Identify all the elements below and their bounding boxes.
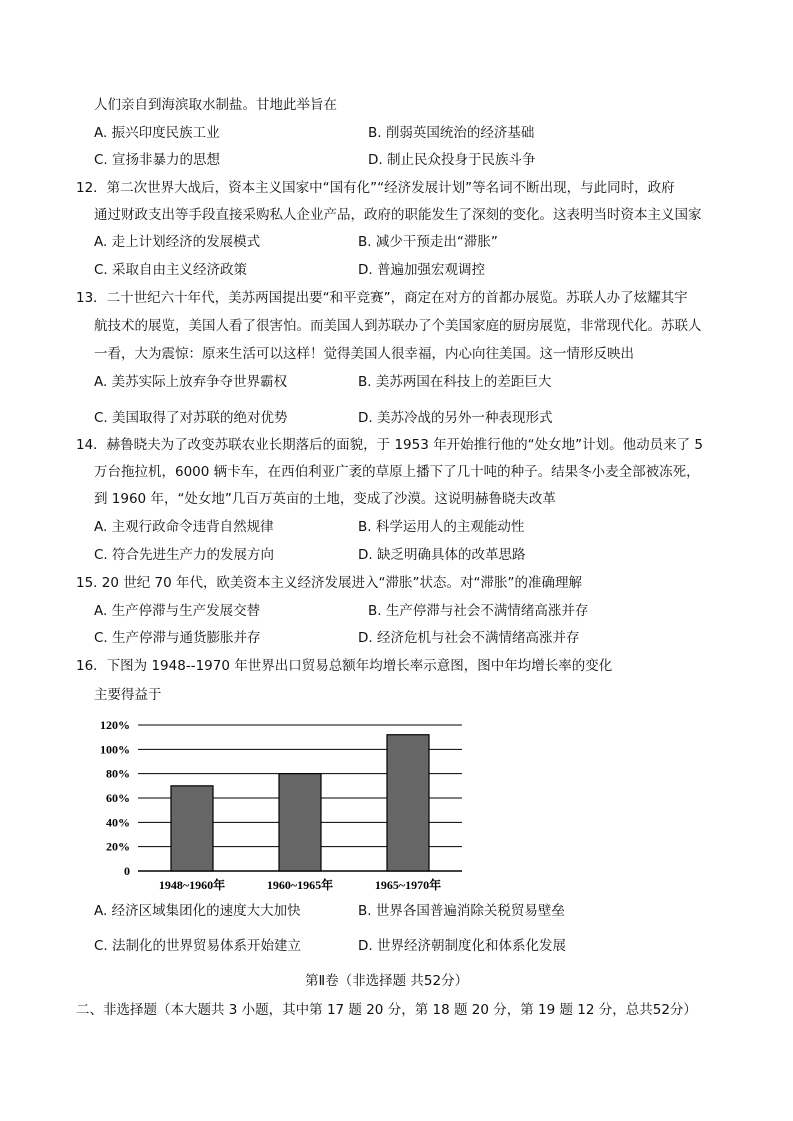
x-tick-label: 1965~1970年: [374, 878, 442, 892]
chart-x-axis: [159, 877, 441, 892]
q12-stem-line-1: 12．第二次世界大战后，资本主义国家中“国有化”“经济发展计划”等名词不断出现，与此同时，政府: [76, 180, 675, 196]
chart-y-axis: [100, 718, 130, 878]
q15-stem: 15. 20 世纪 70 年代，欧美资本主义经济发展进入“滞胀”状态。对“滞胀”的准确理解: [76, 575, 582, 591]
bar: [279, 774, 321, 871]
q12-stem-line-2: 通过财政支出等手段直接采购私人企业产品，政府的职能发生了深刻的变化。这表明当时资本主义国家: [94, 207, 702, 223]
q16-option-d[interactable]: D. 世界经济朝制度化和体系化发展: [358, 938, 566, 954]
q14-option-b[interactable]: B. 科学运用人的主观能动性: [358, 519, 525, 535]
x-tick-label: 1948~1960年: [158, 878, 226, 892]
y-tick-label: 100%: [100, 742, 130, 757]
q13-option-a[interactable]: A. 美苏实际上放弃争夺世界霸权: [94, 374, 288, 390]
q15-option-c[interactable]: C. 生产停滞与通货膨胀并存: [94, 630, 261, 646]
q14-stem-line-1: 14．赫鲁晓夫为了改变苏联农业长期落后的面貌，于 1953 年开始推行他的“处女地”计划。他动员来了 5: [76, 437, 703, 453]
q12-option-d[interactable]: D. 普遍加强宏观调控: [358, 262, 485, 278]
q16-option-c[interactable]: C. 法制化的世界贸易体系开始建立: [94, 938, 302, 954]
q16-option-a[interactable]: A. 经济区域集团化的速度大大加快: [94, 903, 301, 919]
q12-option-c[interactable]: C. 采取自由主义经济政策: [94, 262, 248, 278]
q16-stem-line-1: 16．下图为 1948--1970 年世界出口贸易总额年均增长率示意图，图中年均增长率的变化: [76, 658, 613, 674]
x-tick-label: 1960~1965年: [266, 878, 334, 892]
q15-option-d[interactable]: D. 经济危机与社会不满情绪高涨并存: [358, 630, 580, 646]
q16-option-b[interactable]: B. 世界各国普遍消除关税贸易壁垒: [358, 903, 565, 919]
y-tick-label: 120%: [100, 718, 130, 732]
y-tick-label: 40%: [106, 815, 130, 830]
q13-stem-line-3: 一看，大为震惊：原来生活可以这样！觉得美国人很幸福，内心向往美国。这一情形反映出: [94, 346, 634, 362]
q11-option-a[interactable]: A. 振兴印度民族工业: [94, 125, 220, 141]
bar: [171, 786, 213, 871]
q11-stem: 人们亲自到海滨取水制盐。甘地此举旨在: [94, 97, 337, 113]
q11-option-c[interactable]: C. 宣扬非暴力的思想: [94, 152, 221, 168]
q13-stem-line-2: 航技术的展览，美国人看了很害怕。而美国人到苏联办了个美国家庭的厨房展览，非常现代化。苏联人: [94, 318, 702, 334]
q12-option-a[interactable]: A. 走上计划经济的发展模式: [94, 234, 261, 250]
q14-option-d[interactable]: D. 缺乏明确具体的改革思路: [358, 547, 526, 563]
bar: [387, 735, 429, 871]
q13-option-b[interactable]: B. 美苏两国在科技上的差距巨大: [358, 374, 552, 390]
q14-stem-line-3: 到 1960 年，“处女地”几百万英亩的土地，变成了沙漠。这说明赫鲁晓夫改革: [94, 491, 556, 507]
y-tick-label: 0: [124, 864, 130, 878]
q12-option-b[interactable]: B. 减少干预走出“滞胀”: [358, 234, 498, 250]
q11-option-b[interactable]: B. 削弱英国统治的经济基础: [368, 125, 535, 141]
q13-option-c[interactable]: C. 美国取得了对苏联的绝对优势: [94, 410, 288, 426]
y-tick-label: 80%: [106, 766, 130, 781]
y-tick-label: 20%: [106, 839, 130, 854]
q13-option-d[interactable]: D. 美苏冷战的另外一种表现形式: [358, 410, 553, 426]
q14-stem-line-2: 万台拖拉机，6000 辆卡车，在西伯利亚广袤的草原上播下了几十吨的种子。结果冬小麦全部被冻死，: [94, 464, 700, 480]
section-2-heading: 二、非选择题（本大题共 3 小题，其中第 17 题 20 分，第 18 题 20 分，第 19 题 12 分，总共52分）: [76, 1002, 697, 1018]
q13-stem-line-1: 13．二十世纪六十年代，美苏两国提出要“和平竞赛”，商定在对方的首都办展览。苏联人办了炫耀其宇: [76, 290, 688, 306]
q15-option-a[interactable]: A. 生产停滞与生产发展交替: [94, 603, 261, 619]
q14-option-c[interactable]: C. 符合先进生产力的发展方向: [94, 547, 275, 563]
growth-rate-bar-chart: [88, 710, 478, 900]
q15-option-b[interactable]: B. 生产停滞与社会不满情绪高涨并存: [368, 603, 589, 619]
section-2-title: 第Ⅱ卷（非选择题 共52分）: [305, 973, 469, 989]
q14-option-a[interactable]: A. 主观行政命令违背自然规律: [94, 519, 274, 535]
chart-bars: [171, 735, 429, 871]
y-tick-label: 60%: [106, 791, 130, 805]
q11-option-d[interactable]: D. 制止民众投身于民族斗争: [368, 152, 536, 168]
q16-stem-line-2: 主要得益于: [94, 687, 162, 703]
